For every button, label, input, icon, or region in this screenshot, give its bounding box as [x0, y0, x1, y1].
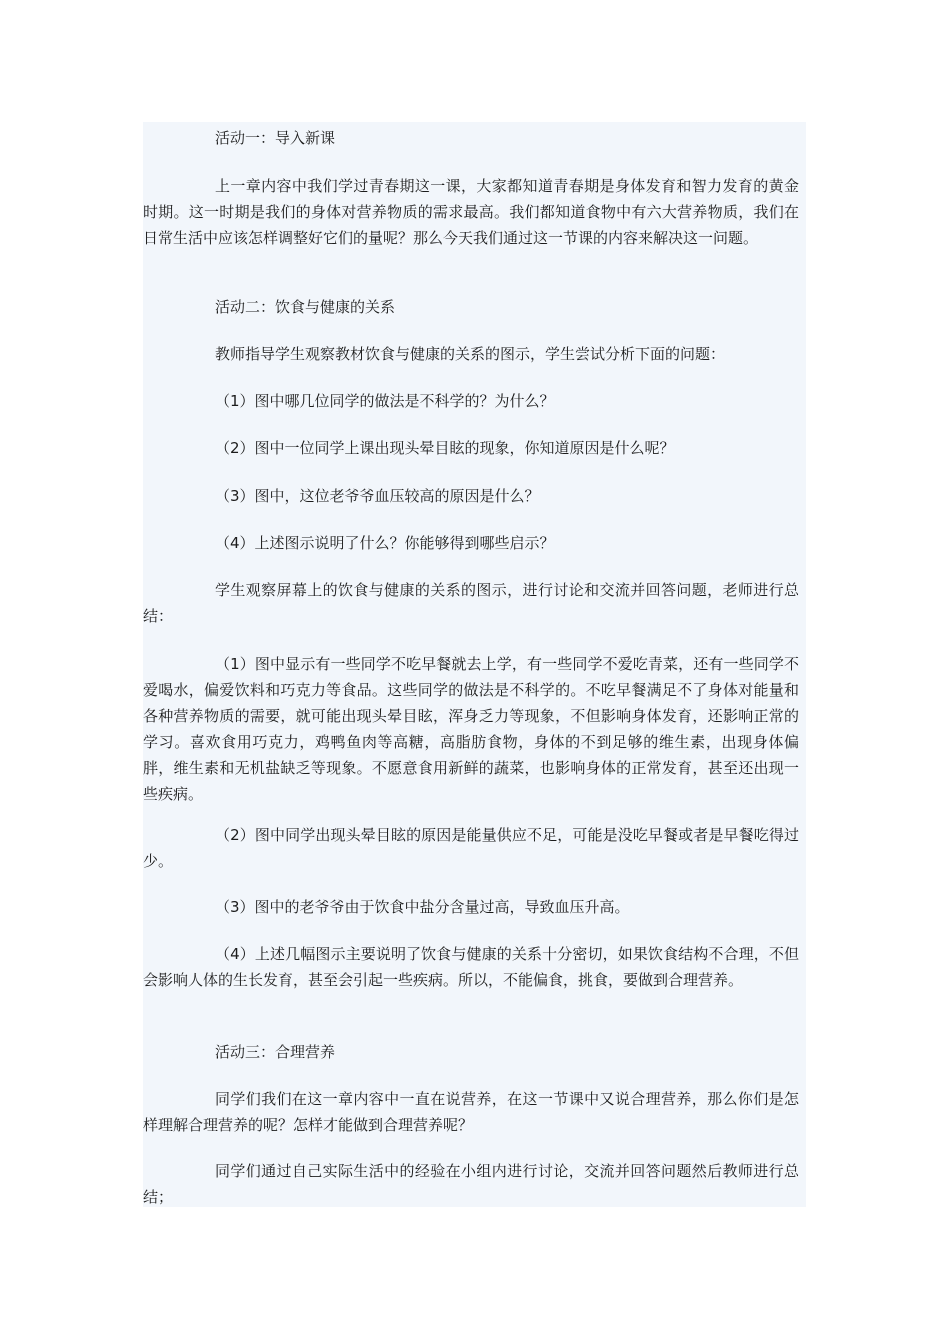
heading-activity-1: 活动一：导入新课	[215, 129, 336, 147]
question-2: （2）图中一位同学上课出现头晕目眩的现象，你知道原因是什么呢？	[215, 439, 675, 457]
heading-activity-3: 活动三：合理营养	[215, 1043, 336, 1061]
heading-activity-2: 活动二：饮食与健康的关系	[215, 298, 396, 316]
answer-1: （1）图中显示有一些同学不吃早餐就去上学，有一些同学不爱吃青菜，还有一些同学不爱喝水，偏爱饮料和巧克力等食品。这些同学的做法是不科学的。不吃早餐满足不了身体对能量和各种营养物质的需要，就可能出现头晕目眩，浑身乏力等现象，不但影响身体发育，还影响正常的学习。喜欢食用巧克力，鸡鸭鱼肉等高糖，高脂肪食物，身体的不到足够的维生素，出现身体偏胖，维生素和无机盐缺乏等现象。不愿意食用新鲜的蔬菜，也影响身体的正常发育，甚至还出现一些疾病。	[143, 655, 799, 803]
answer-3: （3）图中的老爷爷由于饮食中盐分含量过高，导致血压升高。	[215, 898, 630, 916]
question-3: （3）图中，这位老爷爷血压较高的原因是什么？	[215, 487, 540, 505]
paragraph-guide: 教师指导学生观察教材饮食与健康的关系的图示，学生尝试分析下面的问题：	[215, 345, 726, 363]
answer-2: （2）图中同学出现头晕目眩的原因是能量供应不足，可能是没吃早餐或者是早餐吃得过少。	[143, 826, 799, 870]
document-page	[143, 122, 806, 1207]
question-1: （1）图中哪几位同学的做法是不科学的？为什么？	[215, 392, 555, 410]
paragraph-summary-intro: 学生观察屏幕上的饮食与健康的关系的图示，进行讨论和交流并回答问题，老师进行总结：	[143, 581, 799, 625]
paragraph-group-discussion: 同学们通过自己实际生活中的经验在小组内进行讨论，交流并回答问题然后教师进行总结；	[143, 1162, 799, 1206]
answer-4: （4）上述几幅图示主要说明了饮食与健康的关系十分密切，如果饮食结构不合理，不但会影响人体的生长发育，甚至会引起一些疾病。所以，不能偏食，挑食，要做到合理营养。	[143, 945, 799, 989]
question-4: （4）上述图示说明了什么？你能够得到哪些启示？	[215, 534, 555, 552]
paragraph-intro: 上一章内容中我们学过青春期这一课，大家都知道青春期是身体发育和智力发育的黄金时期。这一时期是我们的身体对营养物质的需求最高。我们都知道食物中有六大营养物质，我们在日常生活中应该怎样调整好它们的量呢？那么今天我们通过这一节课的内容来解决这一问题。	[143, 177, 799, 247]
paragraph-nutrition-question: 同学们我们在这一章内容中一直在说营养，在这一节课中又说合理营养，那么你们是怎样理解合理营养的呢？怎样才能做到合理营养呢？	[143, 1090, 799, 1134]
